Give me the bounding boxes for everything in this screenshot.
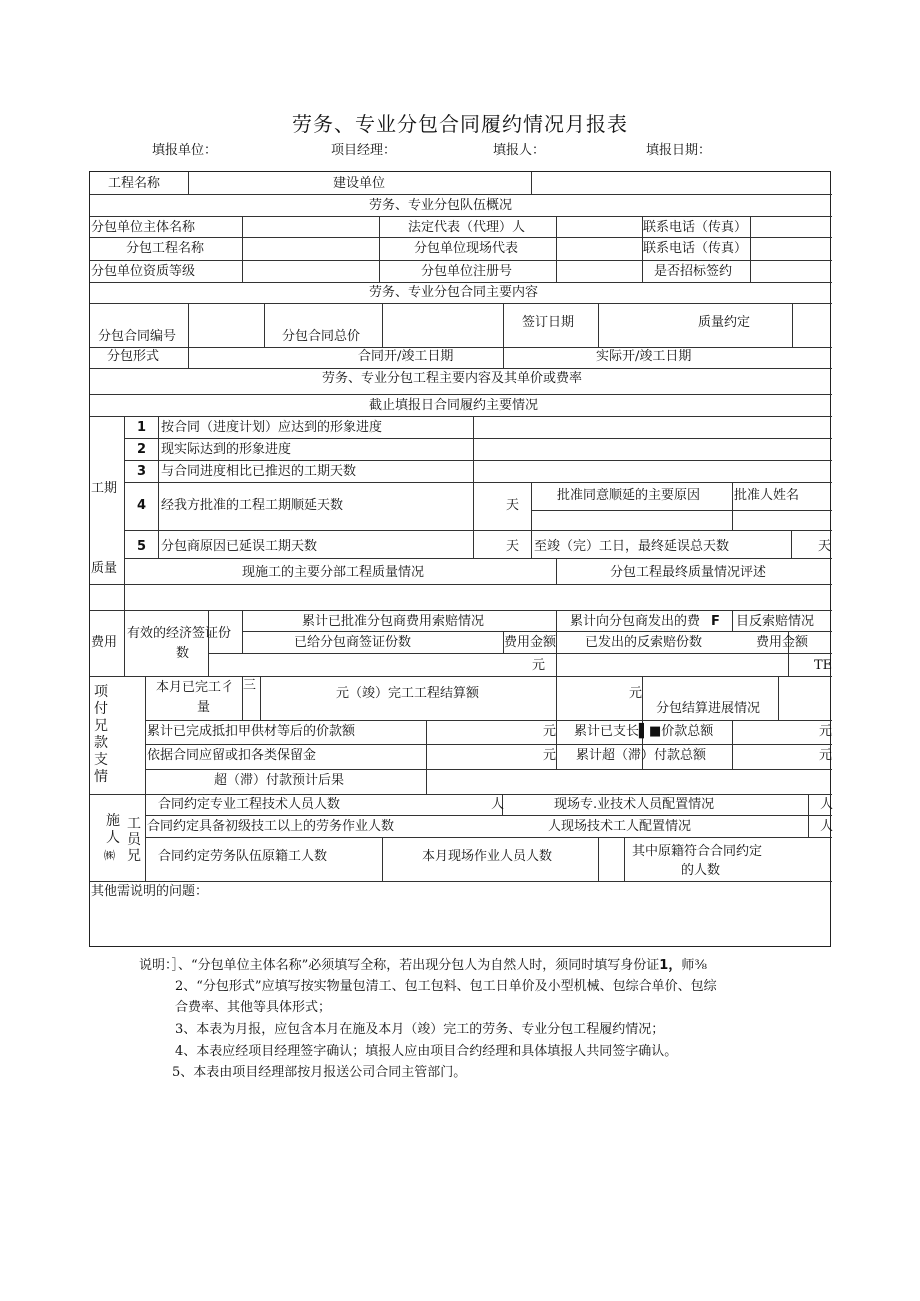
tech-ren: 人 (491, 797, 505, 812)
retention-yuan: 元 (543, 748, 557, 763)
quality-label: 质量 (91, 561, 118, 576)
plan-dates-label: 合同开/竣工日期 (358, 349, 454, 364)
schedule-n2: 2 (137, 442, 147, 457)
meta-unit: 填报单位： (152, 143, 218, 158)
note-5: 5、本表由项目经理部按月报送公司合同主管部门。 (172, 1065, 467, 1080)
tech-site-ren: 人 (820, 797, 834, 812)
section-team-overview: 劳务、专业分包队伍概况 (369, 198, 513, 213)
fee-te: TE (814, 658, 833, 673)
cum-paid-yuan: 元 (819, 724, 833, 739)
fee-yuan: 元 (532, 658, 546, 673)
quality-agreement-label: 质量约定 (698, 315, 751, 330)
schedule-label: 工期 (91, 481, 118, 496)
counter-issued-label: 已发出的反索赔份数 (585, 635, 703, 650)
cum-done-yuan: 元 (543, 724, 557, 739)
settle-progress-label: 分包结算进展情况 (656, 701, 761, 716)
visa-count-label-2: 数 (176, 646, 190, 661)
form-label: 分包形式 (107, 349, 160, 364)
sub-project-label: 分包工程名称 (126, 241, 205, 256)
schedule-item2: 现实际达到的形象进度 (161, 442, 292, 457)
contract-no-label: 分包合同编号 (98, 329, 177, 344)
fee-amount2-label: 费用金额 (756, 635, 809, 650)
construction-unit-label: 建设单位 (333, 176, 386, 191)
fee-amount1-label: 费用金额 (504, 635, 557, 650)
section-contract: 劳务、专业分包合同主要内容 (369, 285, 539, 300)
retention-label: 依据合同应留或扣各类保留金 (147, 748, 317, 763)
month-done-label-1: 本月已完工彳 (156, 680, 235, 695)
tech-label: 合同约定专业工程技术人员人数 (158, 797, 341, 812)
origin-match-label-2: 的人数 (681, 863, 721, 878)
cum-done-label: 累计已完成抵扣甲供材等后的价款额 (147, 724, 356, 739)
payment-label: 项 付 兄 款 支 情 (94, 684, 108, 785)
cum-paid-label: 累计已支长▌■价款总额 (574, 724, 714, 739)
staff-label-2: 人 (106, 830, 120, 846)
schedule-n5: 5 (137, 539, 147, 554)
approve-reason-label: 批准同意顺延的主要原因 (557, 488, 701, 503)
over-paid-yuan: 元 (819, 748, 833, 763)
schedule-day-final: 天 (818, 539, 832, 554)
meta-manager: 项目经理： (331, 143, 397, 158)
phone1-label: 联系电话（传真） (643, 220, 748, 235)
schedule-n4: 4 (137, 498, 147, 513)
other-issues-label: 其他需说明的问题： (91, 884, 209, 899)
skilled-site-label: 人现场技术工人配置情况 (548, 819, 692, 834)
schedule-day4: 天 (506, 498, 520, 513)
schedule-n1: 1 (137, 420, 147, 435)
note-3: 3、本表为月报，应包含本月在施及本月（竣）完工的劳务、专业分包工程履约情况； (175, 1022, 665, 1037)
schedule-n3: 3 (137, 464, 147, 479)
contract-total-label: 分包合同总价 (282, 329, 361, 344)
claims-approved-label: 累计已批准分包商费用索赔情况 (302, 614, 485, 629)
month-site-label: 本月现场作业人员人数 (422, 849, 553, 864)
schedule-item3: 与合同进度相比已推迟的工期天数 (161, 464, 357, 479)
staff-label-a: 工 (127, 816, 141, 832)
counter-claim-label-b: 目反索赔情况 (736, 614, 815, 629)
section-content-price: 劳务、专业分包工程主要内容及其单价或费率 (322, 371, 583, 386)
page-title: 劳务、专业分包合同履约情况月报表 (292, 112, 628, 136)
sub-name-label: 分包单位主体名称 (91, 220, 196, 235)
fee-label: 费用 (91, 635, 118, 650)
bidding-label: 是否招标签约 (654, 264, 733, 279)
origin-match-label-1: 其中原籍符合合同约定 (632, 844, 763, 859)
meta-date: 填报日期： (646, 143, 712, 158)
legal-rep-label: 法定代表（代理）人 (408, 220, 526, 235)
meta-filler: 填报人： (493, 143, 546, 158)
note-2-cont: 合费率、其他等具体形式； (175, 1000, 332, 1015)
project-name-label: 工程名称 (108, 176, 161, 191)
over-paid-label: 累计超（滞）付款总额 (576, 748, 707, 763)
schedule-item5: 分包商原因已延误工期天数 (161, 539, 318, 554)
sign-date-label: 签订日期 (522, 315, 575, 330)
schedule-item1: 按合同（进度计划）应达到的形象进度 (161, 420, 383, 435)
visa-issued-label: 已给分包商签证份数 (294, 635, 412, 650)
schedule-item4: 经我方批准的工程工期顺延天数 (161, 498, 344, 513)
actual-dates-label: 实际开/竣工日期 (596, 349, 692, 364)
settle-amount-label: 元（竣）完工工程结算额 (336, 686, 480, 701)
note-2: 2、“分包形式”应填写按实物量包清工、包工包料、包工日单价及小型机械、包综合单价、包综 (175, 979, 717, 994)
staff-label-b: 员 (127, 832, 141, 848)
site-rep-label: 分包单位现场代表 (414, 241, 519, 256)
approver-label: 批准人姓名 (734, 488, 800, 503)
skilled-ren: 人 (820, 819, 834, 834)
final-delay-label: 至竣（完）工日，最终延误总天数 (534, 539, 730, 554)
report-table (89, 171, 834, 947)
quality-final-label: 分包工程最终质量情况评述 (610, 565, 767, 580)
settle-yuan: 元 (629, 686, 643, 701)
note-4: 4、本表应经项目经理签字确认；填报人应由项目合约经理和具体填报人共同签字确认。 (175, 1044, 678, 1059)
staff-label-c: 兄 (127, 848, 141, 864)
schedule-day5: 天 (506, 539, 520, 554)
month-done-label-2: 量 (197, 700, 211, 715)
qualification-label: 分包单位资质等级 (91, 264, 196, 279)
skilled-label: 合同约定具备初级技工以上的劳务作业人数 (147, 819, 395, 834)
forecast-label: 超（滞）付款预计后果 (214, 773, 345, 788)
quality-current-label: 现施工的主要分部工程质量情况 (242, 565, 425, 580)
staff-label-1: 施 (106, 813, 120, 829)
origin-label: 合同约定劳务队伍原籍工人数 (158, 849, 328, 864)
payment-san: 三 (243, 678, 257, 693)
note-1: 说明：］、“分包单位主体名称”必须填写全称，若出现分包人为自然人时，须同时填写身份证1，师⅜ (139, 958, 707, 973)
counter-claim-f: F (711, 614, 720, 629)
counter-claim-label-a: 累计向分包商发出的费 (570, 614, 701, 629)
phone2-label: 联系电话（传真） (643, 241, 748, 256)
staff-label-3: ㈱ (104, 849, 115, 862)
tech-site-label: 现场专.业技术人员配置情况 (554, 797, 715, 812)
visa-count-label-1: 有效的经济签证份 (127, 626, 232, 641)
section-performance: 截止填报日合同履约主要情况 (369, 398, 539, 413)
reg-no-label: 分包单位注册号 (421, 264, 513, 279)
